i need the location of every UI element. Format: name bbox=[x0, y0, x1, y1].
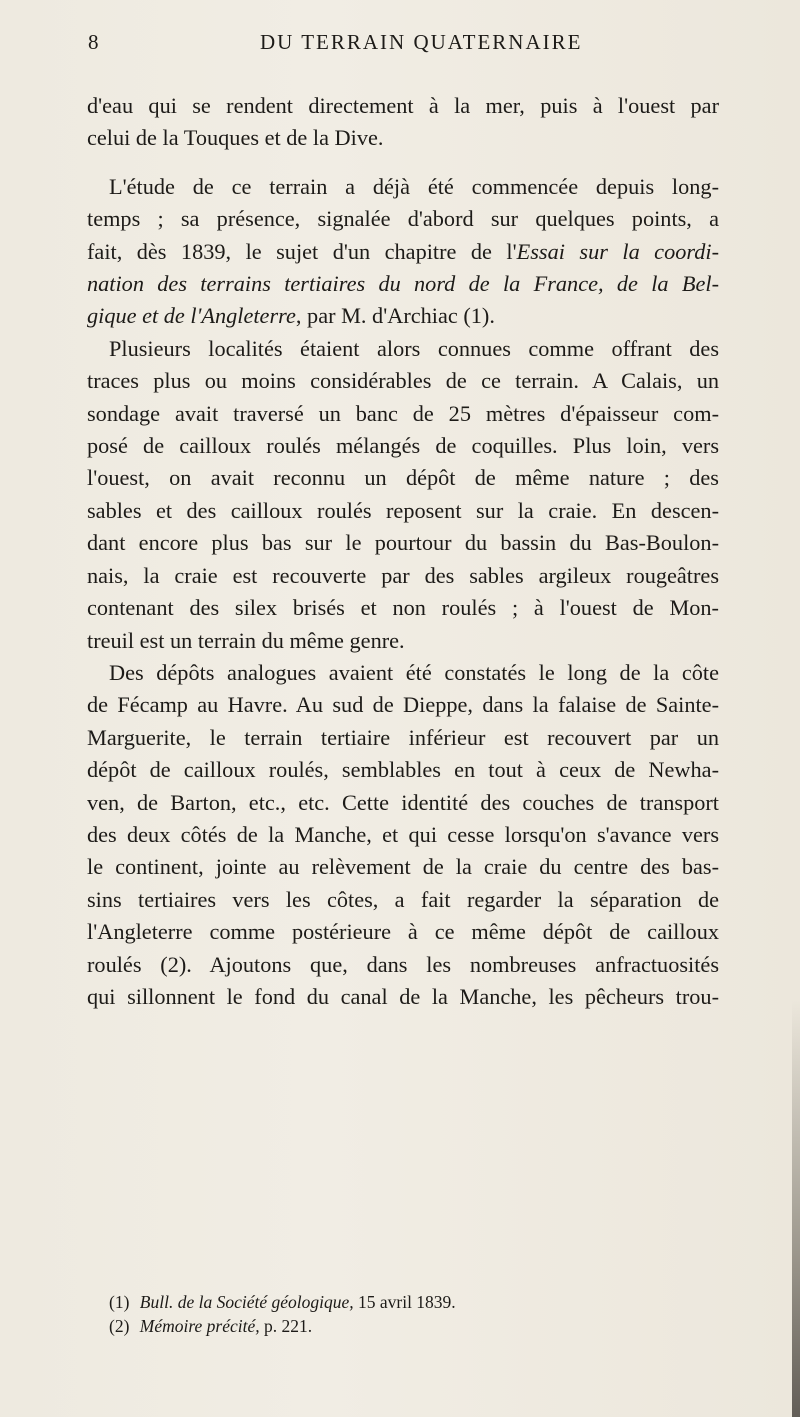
text-line: posé de cailloux roulés mélangés de coquilles. Plus loin, vers bbox=[87, 433, 719, 459]
text-line bbox=[87, 236, 719, 268]
text-line: Marguerite, le terrain tertiaire inférieur est recouvert par un bbox=[87, 724, 719, 750]
text-line: des deux côtés de la Manche, et qui cesse lorsqu'on s'avance vers bbox=[87, 821, 719, 847]
footnote-2 bbox=[109, 1314, 709, 1338]
text-line bbox=[87, 268, 719, 300]
page-number: 8 bbox=[88, 30, 100, 54]
text-line: d'eau qui se rendent directement à la mer, puis à l'ouest par bbox=[87, 93, 719, 118]
text-line: treuil est un terrain du même genre. bbox=[87, 627, 405, 653]
text-line: traces plus ou moins considérables de ce terrain. A Calais, un bbox=[87, 368, 719, 394]
text-line: ven, de Barton, etc., etc. Cette identité des couches de transport bbox=[87, 789, 719, 815]
text-line: Plusieurs localités étaient alors connues comme offrant des bbox=[109, 335, 719, 361]
text-fragment: fait, dès 1839, le sujet d'un chapitre de l'Essai sur la coordi- bbox=[87, 238, 719, 264]
footnote-marker: (2) bbox=[109, 1316, 130, 1336]
paragraph-1 bbox=[87, 90, 719, 155]
text-line: temps ; sa présence, signalée d'abord sur quelques points, a bbox=[87, 206, 719, 232]
text-fragment bbox=[87, 271, 719, 296]
running-title: DU TERRAIN QUATERNAIRE bbox=[260, 30, 583, 54]
text-line: L'étude de ce terrain a déjà été commencée depuis long- bbox=[109, 173, 719, 199]
paragraph-4 bbox=[87, 657, 719, 1013]
text-line: Des dépôts analogues avaient été constatés le long de la côte bbox=[109, 659, 719, 685]
text-line: de Fécamp au Havre. Au sud de Dieppe, dans la falaise de Sainte- bbox=[87, 692, 719, 718]
book-title: Essai sur la coordi- bbox=[516, 238, 719, 264]
text-line: l'Angleterre comme postérieure à ce même dépôt de cailloux bbox=[87, 919, 719, 945]
footnote-marker: (1) bbox=[109, 1292, 130, 1312]
footnote-1 bbox=[109, 1290, 709, 1314]
footnotes bbox=[109, 1290, 709, 1338]
text-line: nais, la craie est recouverte par des sables argileux rougeâtres bbox=[87, 562, 719, 588]
page-edge-shadow bbox=[792, 1000, 800, 1417]
book-title: gique et de l'Angleterre bbox=[87, 303, 296, 329]
text-fragment: gique et de l'Angleterre, par M. d'Archiac (1). bbox=[87, 303, 495, 329]
text-line: qui sillonnent le fond du canal de la Manche, les pêcheurs trou- bbox=[87, 983, 719, 1009]
body-text bbox=[87, 90, 719, 1013]
text-line: dant encore plus bas sur le pourtour du bassin du Bas-Boulon- bbox=[87, 530, 719, 556]
running-head bbox=[88, 30, 718, 60]
text-line: l'ouest, on avait reconnu un dépôt de même nature ; des bbox=[87, 465, 719, 491]
footnote-reference: Mémoire précité, bbox=[139, 1316, 260, 1336]
text-line: sondage avait traversé un banc de 25 mètres d'épaisseur com- bbox=[87, 400, 719, 426]
text-line: celui de la Touques et de la Dive. bbox=[87, 125, 384, 151]
footnote-detail: 15 avril 1839. bbox=[357, 1292, 456, 1312]
text-line bbox=[87, 300, 719, 332]
paragraph-3 bbox=[87, 333, 719, 657]
text-line: roulés (2). Ajoutons que, dans les nombreuses anfractuosités bbox=[87, 951, 719, 977]
text-line: sins tertiaires vers les côtes, a fait regarder la séparation de bbox=[87, 886, 719, 912]
footnote-reference: Bull. de la Société géologique, bbox=[139, 1292, 354, 1312]
text-line: le continent, jointe au relèvement de la craie du centre des bas- bbox=[87, 854, 719, 880]
text-line: dépôt de cailloux roulés, semblables en tout à ceux de Newha- bbox=[87, 757, 719, 783]
paragraph-2 bbox=[87, 171, 719, 333]
text-line: contenant des silex brisés et non roulés ; à l'ouest de Mon- bbox=[87, 595, 719, 621]
book-title: nation des terrains tertiaires du nord de la France, de la Bel- bbox=[87, 271, 719, 297]
text-line: sables et des cailloux roulés reposent sur la craie. En descen- bbox=[87, 497, 719, 523]
footnote-detail: p. 221. bbox=[264, 1316, 313, 1336]
